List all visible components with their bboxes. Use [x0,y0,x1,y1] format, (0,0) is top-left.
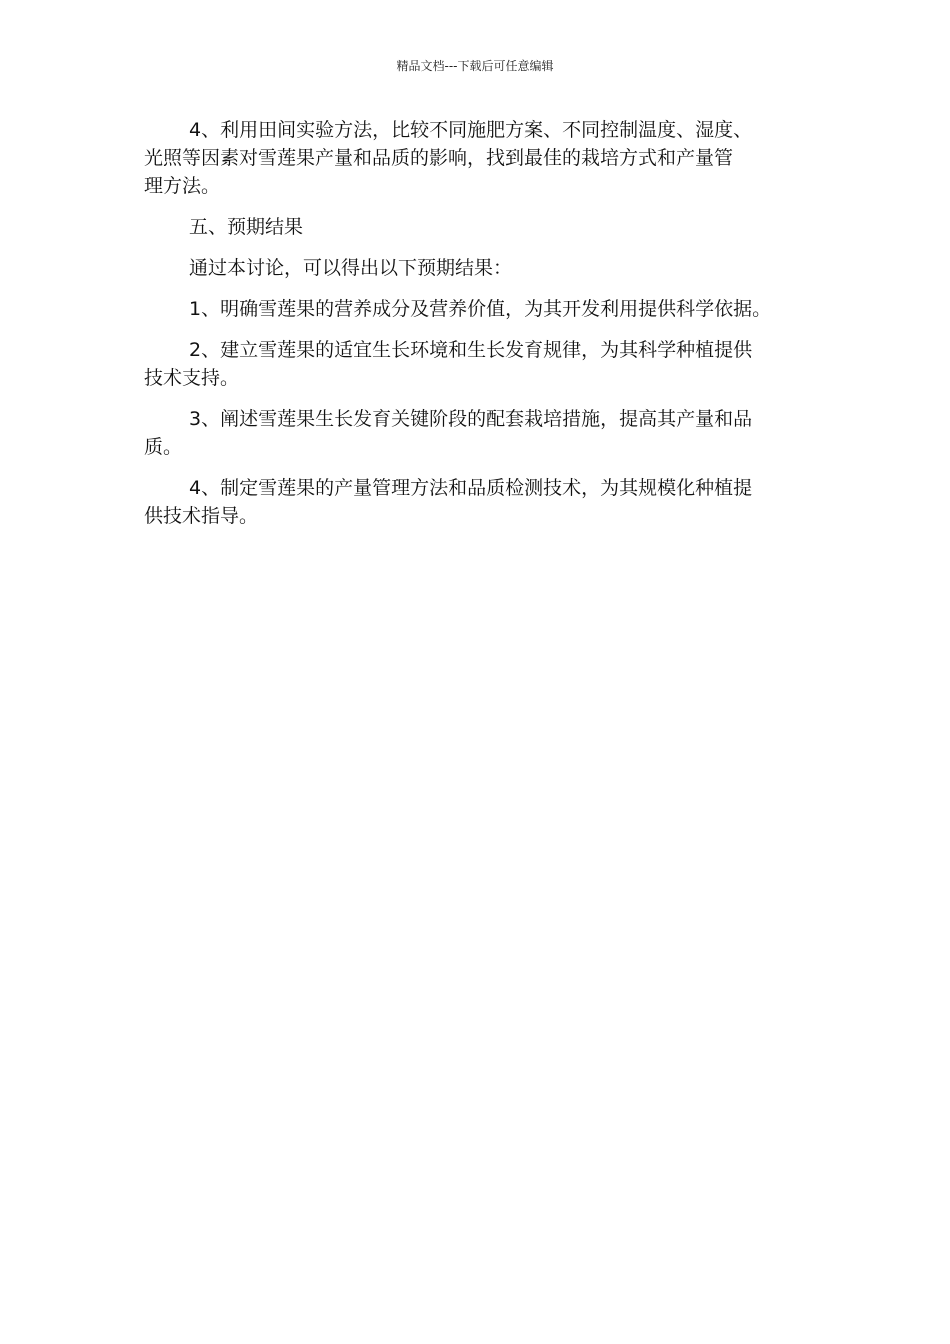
page-header: 精品文档---下载后可任意编辑 [396,59,554,73]
document-body [144,116,824,543]
paragraph-result-2: 2、建立雪莲果的适宜生长环境和生长发育规律，为其科学种植提供 技术支持。 [144,339,753,389]
paragraph-method-4: 4、利用田间实验方法，比较不同施肥方案、不同控制温度、湿度、 光照等因素对雪莲果产量和品质的影响，找到最佳的栽培方式和产量管 理方法。 [144,119,753,197]
section-heading-expected-results: 五、预期结果 [189,216,304,238]
paragraph-result-4: 4、制定雪莲果的产量管理方法和品质检测技术，为其规模化种植提 供技术指导。 [144,477,753,527]
paragraph-result-3: 3、阐述雪莲果生长发育关键阶段的配套栽培措施，提高其产量和品 质。 [144,408,753,458]
paragraph-intro: 通过本讨论，可以得出以下预期结果： [189,257,513,279]
paragraph-result-1: 1、明确雪莲果的营养成分及营养价值，为其开发利用提供科学依据。 [189,298,772,320]
